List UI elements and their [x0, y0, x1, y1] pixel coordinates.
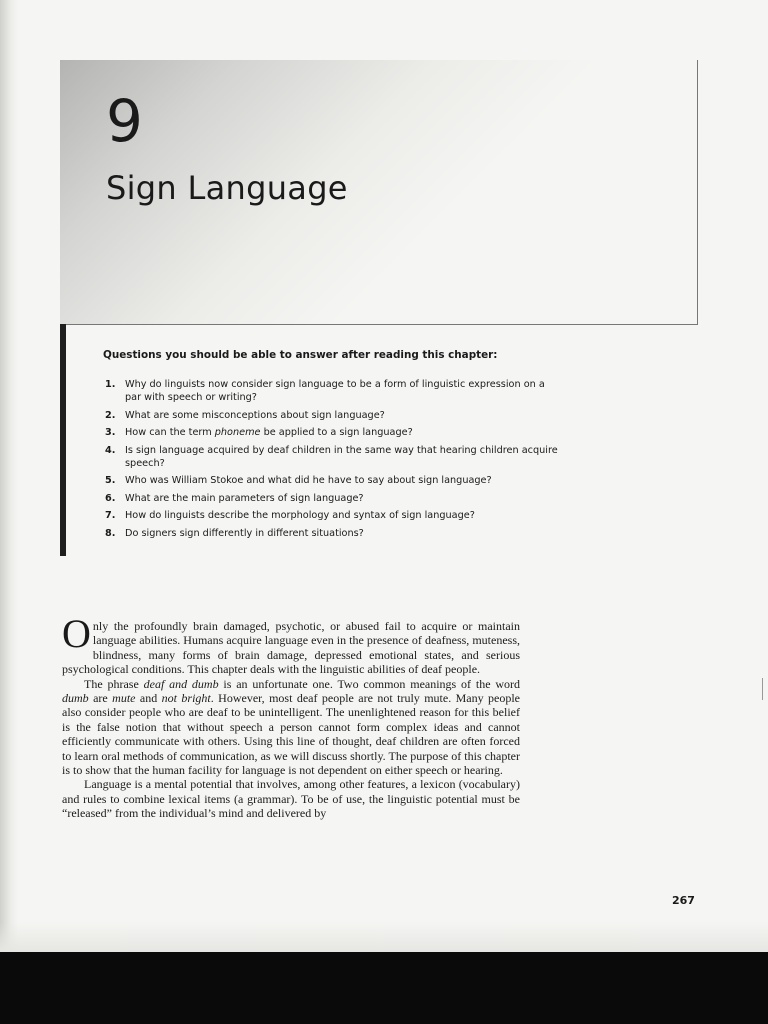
question-item: 8. Do signers sign differently in different situations? [105, 527, 364, 539]
body-paragraph-1: Only the profoundly brain damaged, psychotic, or abused fail to acquire or maintain language abilities. Humans acquire language even in the presence of deafness, muteness, blindness, many forms of brain damage, depressed emotional states, and serious psychological conditions. This chapter deals with the linguistic abilities of deaf people. [62, 611, 520, 677]
question-item: 7. How do linguists describe the morphology and syntax of sign language? [105, 510, 475, 521]
page-bottom-edge [0, 922, 768, 952]
question-item: 6. What are the main parameters of sign language? [105, 492, 364, 504]
question-item: 3. How can the term phoneme be applied to a sign language? [105, 427, 413, 438]
question-item: 5. Who was William Stokoe and what did he have to say about sign language? [105, 475, 492, 486]
questions-heading: Questions you should be able to answer after reading this chapter: [103, 349, 498, 361]
page-number: 267 [672, 894, 695, 907]
chapter-title: Sign Language [106, 169, 348, 207]
question-item: 1. Why do linguists now consider sign language to be a form of linguistic expression on a par with speech or writing? [105, 379, 545, 403]
body-paragraph-3: Language is a mental potential that involves, among other features, a lexicon (vocabulary) and rules to combine lexical items (a grammar). To be of use, the linguistic potential must be “released” from the individual’s mind and delivered by [62, 777, 520, 821]
drop-cap: O [62, 611, 91, 656]
question-item: 2. What are some misconceptions about sign language? [105, 409, 385, 421]
body-paragraph-2: The phrase deaf and dumb is an unfortunate one. Two common meanings of the word dumb are mute and not bright. However, most deaf people are not truly mute. Many people also consider people who are deaf to be unintelligent. The unenlightened reason for this belief is the false notion that without speech a person cannot form complex ideas and cannot efficiently communicate with others. Using this line of thought, deaf children are often forced to learn oral methods of communication, as we will discuss shortly. The purpose of this chapter is to show that the human facility for language is not dependent on either speech or hearing. [62, 676, 521, 778]
questions-sidebar-rule [60, 324, 66, 556]
questions-list [103, 378, 563, 544]
body-text [62, 611, 521, 821]
page-gutter-shadow [0, 0, 18, 952]
page-edge-mark [762, 678, 763, 700]
question-item: 4. Is sign language acquired by deaf children in the same way that hearing children acquire speech? [105, 444, 558, 469]
chapter-number: 9 [106, 87, 143, 155]
